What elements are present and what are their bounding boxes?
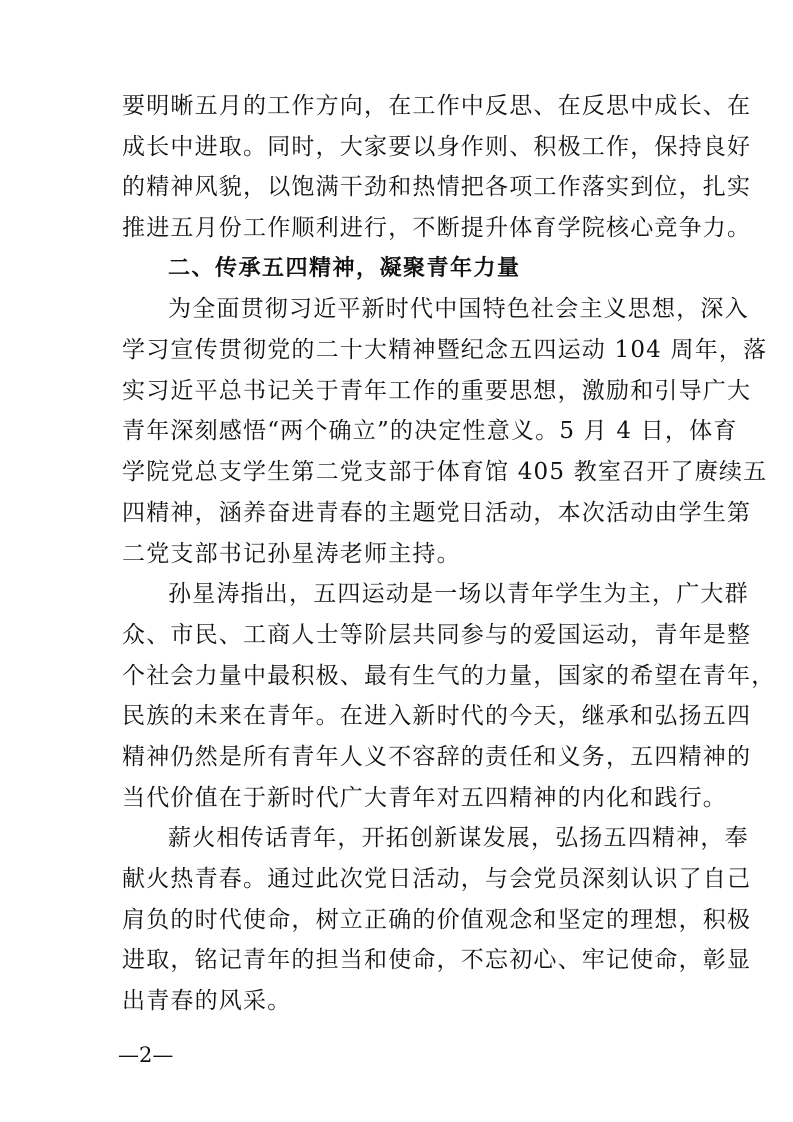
- body-text-line: 个社会力量中最积极、最有生气的力量，国家的希望在青年，: [122, 663, 776, 689]
- page-number: —2—: [118, 1043, 174, 1067]
- body-text-line: 四精神，涵养奋进青春的主题党日活动，本次活动由学生第: [122, 500, 752, 526]
- body-text-line: 精神仍然是所有青年人义不容辞的责任和义务，五四精神的: [122, 744, 752, 770]
- body-text-line: 当代价值在于新时代广大青年对五四精神的内化和践行。: [122, 785, 727, 811]
- body-text-line: 实习近平总书记关于青年工作的重要思想，激励和引导广大: [122, 378, 752, 404]
- paragraph-first-line: 为全面贯彻习近平新时代中国特色社会主义思想，深入: [168, 296, 749, 322]
- section-heading: 二、传承五四精神，凝聚青年力量: [168, 256, 521, 281]
- body-text-line: 众、市民、工商人士等阶层共同参与的爱国运动，青年是整: [122, 622, 752, 648]
- body-text-line: 献火热青春。通过此次党日活动，与会党员深刻认识了自己: [122, 866, 752, 892]
- body-text-line: 的精神风貌，以饱满干劲和热情把各项工作落实到位，扎实: [122, 174, 752, 200]
- body-text-line: 青年深刻感悟“两个确立”的决定性意义。5 月 4 日，体育: [122, 418, 738, 444]
- paragraph-first-line: 孙星涛指出，五四运动是一场以青年学生为主，广大群: [168, 581, 749, 607]
- body-text-line: 二党支部书记孙星涛老师主持。: [122, 541, 461, 567]
- body-text-line: 要明晰五月的工作方向，在工作中反思、在反思中成长、在: [122, 93, 752, 119]
- body-text-line: 学习宣传贯彻党的二十大精神暨纪念五四运动 104 周年，落: [122, 337, 768, 363]
- body-text-line: 成长中进取。同时，大家要以身作则、积极工作，保持良好: [122, 134, 752, 160]
- body-text-line: 出青春的风采。: [122, 988, 292, 1014]
- body-text-line: 学院党总支学生第二党支部于体育馆 405 教室召开了赓续五: [122, 459, 768, 485]
- body-text-line: 民族的未来在青年。在进入新时代的今天，继承和弘扬五四: [122, 703, 752, 729]
- paragraph-first-line: 薪火相传话青年，开拓创新谋发展，弘扬五四精神，奉: [168, 825, 749, 851]
- body-text-line: 推进五月份工作顺利进行，不断提升体育学院核心竞争力。: [122, 215, 752, 241]
- body-text-line: 肩负的时代使命，树立正确的价值观念和坚定的理想，积极: [122, 907, 752, 933]
- body-text-line: 进取，铭记青年的担当和使命，不忘初心、牢记使命，彰显: [122, 947, 752, 973]
